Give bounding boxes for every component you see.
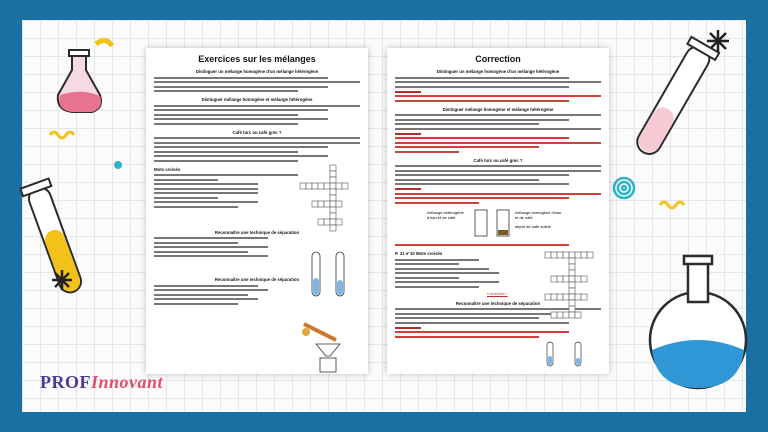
test-tube-icon bbox=[629, 37, 719, 160]
section-title: Reconnaître une technique de séparation bbox=[455, 300, 541, 306]
section-title: Distinguer mélange homogène et mélange hétérogène bbox=[442, 106, 554, 112]
page-title: Exercices sur les mélanges bbox=[198, 54, 316, 64]
section-title: Mots croisés bbox=[154, 166, 181, 172]
section-title: Distinguer un mélange homogène d'un mélange hétérogène bbox=[436, 69, 560, 74]
section-title: Reconnaître une technique de séparation bbox=[214, 229, 300, 235]
logo-suffix: Innovant bbox=[91, 372, 164, 392]
correction-sheet bbox=[387, 48, 609, 374]
logo-prefix: PROF bbox=[40, 372, 91, 392]
brand-logo bbox=[40, 372, 163, 393]
pink-flask-icon bbox=[58, 50, 101, 112]
section-title: Distinguer mélange homogène et mélange hétérogène bbox=[201, 97, 313, 102]
exercise-sheet bbox=[146, 48, 368, 374]
section-title: P. 31 n°10 Mots croisés bbox=[395, 251, 443, 256]
decantation-diagram bbox=[296, 320, 356, 374]
correction-label: Correction : bbox=[487, 290, 508, 296]
squiggle-icon bbox=[660, 202, 684, 208]
glass-diagram bbox=[473, 206, 513, 240]
test-tubes-diagram bbox=[537, 340, 597, 370]
section-title: Distinguer un mélange homogène d'un mélange hétérogène bbox=[195, 69, 319, 74]
yellow-swirl bbox=[96, 40, 112, 46]
teal-dot bbox=[114, 161, 122, 169]
spiral-icon bbox=[614, 178, 634, 198]
crossword-solution-grid bbox=[535, 248, 605, 338]
section-title: Café turc ou café grec ? bbox=[473, 157, 523, 163]
page-title: Correction bbox=[475, 54, 521, 64]
test-tubes-diagram bbox=[306, 248, 356, 308]
squiggle-icon bbox=[50, 132, 74, 138]
diagram-label: mélange homogène d'eau et de café bbox=[515, 209, 562, 220]
round-flask-icon bbox=[650, 256, 746, 388]
section-title: Café turc ou café grec ? bbox=[232, 129, 282, 135]
star-icon bbox=[52, 270, 72, 290]
crossword-grid bbox=[296, 163, 366, 243]
diagram-label: mélange hétérogène d'eau et de café bbox=[427, 209, 464, 220]
diagram-label: dépôt de café solide bbox=[515, 223, 551, 229]
section-title: Reconnaître une technique de séparation bbox=[214, 277, 300, 282]
